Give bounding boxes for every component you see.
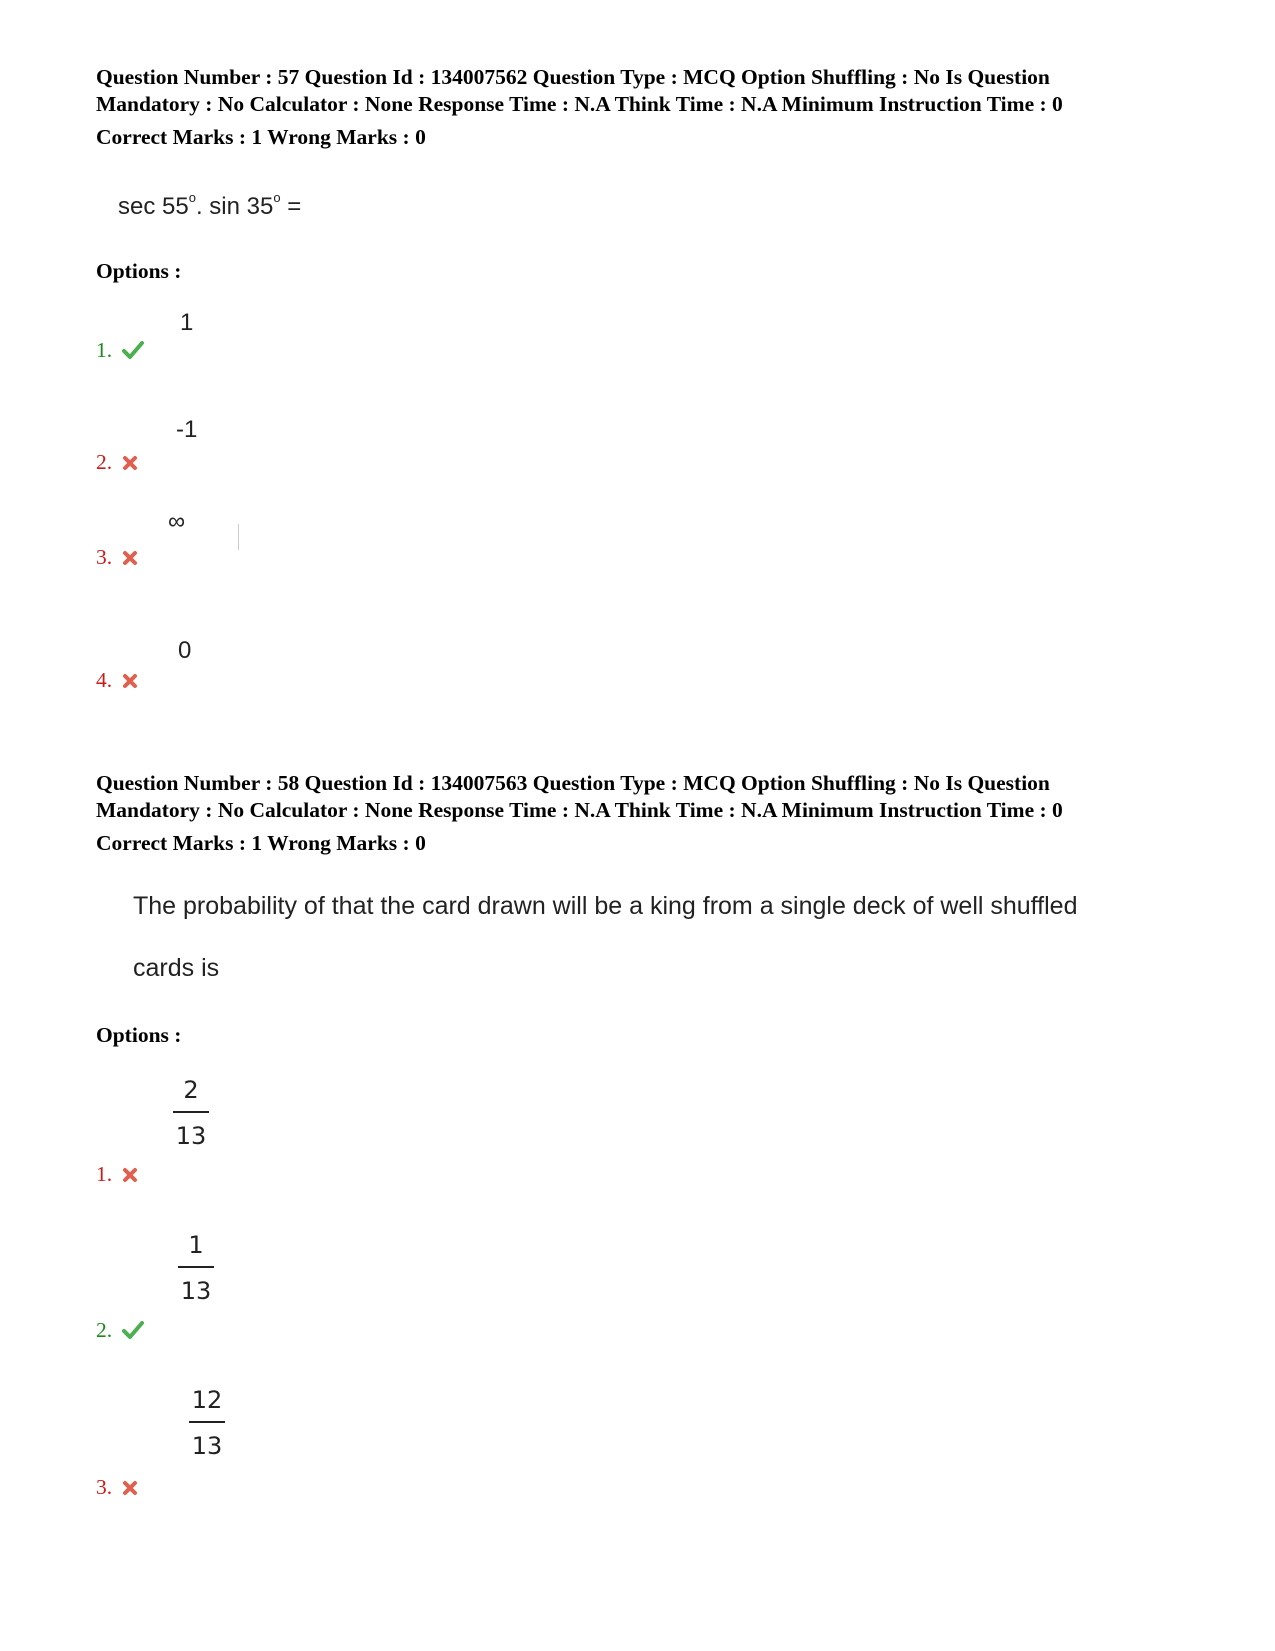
q57-meta-line1: Question Number : 57 Question Id : 134007562 Question Type : MCQ Option Shuffling : No Is Question <box>96 65 1050 89</box>
q57-option-4 <box>96 668 138 694</box>
q57-meta <box>96 64 1196 118</box>
fraction-bar <box>189 1421 225 1423</box>
text-cursor-mark <box>238 524 239 550</box>
q57-option-4-value: 0 <box>178 637 192 664</box>
q57-option-1 <box>96 338 144 364</box>
q58-option-2-fraction <box>178 1230 214 1306</box>
q58-option-3 <box>96 1475 138 1501</box>
q58-marks: Correct Marks : 1 Wrong Marks : 0 <box>96 831 426 855</box>
q58-option-3-number: 3. <box>96 1475 113 1499</box>
q57-question-text <box>118 190 302 221</box>
cross-icon <box>122 1477 138 1501</box>
q58-option-3-numerator: 12 <box>191 1386 223 1414</box>
q57-question-part1: sec 55 <box>118 193 189 220</box>
q58-option-3-denominator: 13 <box>191 1432 223 1460</box>
q57-option-3-value: ∞ <box>168 508 186 535</box>
q58-option-1-fraction <box>173 1075 209 1151</box>
q57-option-3 <box>96 545 138 571</box>
q58-meta-line1: Question Number : 58 Question Id : 134007563 Question Type : MCQ Option Shuffling : No Is Question <box>96 771 1050 795</box>
q57-option-2-number: 2. <box>96 450 113 474</box>
q57-option-1-number: 1. <box>96 338 113 362</box>
q57-question-part3: = <box>280 193 302 220</box>
q58-meta <box>96 770 1196 824</box>
q58-question-line1: The probability of that the card drawn will be a king from a single deck of well shuffled <box>133 892 1078 920</box>
q58-meta-line2: Mandatory : No Calculator : None Response Time : N.A Think Time : N.A Minimum Instruction Time : 0 <box>96 798 1063 822</box>
q57-option-4-number: 4. <box>96 668 113 692</box>
q58-option-2 <box>96 1318 144 1344</box>
check-icon <box>122 1320 144 1344</box>
q57-degree-1: o <box>188 190 196 205</box>
fraction-bar <box>173 1111 209 1113</box>
cross-icon <box>122 452 138 476</box>
q57-question-part2: . sin 35 <box>195 193 274 220</box>
q57-option-2-value: -1 <box>176 416 198 443</box>
q57-option-2 <box>96 450 138 476</box>
q57-marks: Correct Marks : 1 Wrong Marks : 0 <box>96 125 426 149</box>
q58-options-label: Options : <box>96 1023 182 1047</box>
q58-option-1-number: 1. <box>96 1162 113 1186</box>
q58-option-3-fraction <box>189 1385 225 1461</box>
q57-option-3-number: 3. <box>96 545 113 569</box>
q58-option-2-denominator: 13 <box>180 1277 212 1305</box>
q58-option-1 <box>96 1162 138 1188</box>
cross-icon <box>122 547 138 571</box>
fraction-bar <box>178 1266 214 1268</box>
q58-option-2-number: 2. <box>96 1318 113 1342</box>
cross-icon <box>122 1164 138 1188</box>
q57-options-label: Options : <box>96 259 182 283</box>
q57-option-1-value: 1 <box>180 309 194 336</box>
cross-icon <box>122 670 138 694</box>
q58-option-1-numerator: 2 <box>183 1076 199 1104</box>
q57-degree-2: o <box>273 190 281 205</box>
q58-option-2-numerator: 1 <box>188 1231 204 1259</box>
check-icon <box>122 340 144 364</box>
q58-option-1-denominator: 13 <box>175 1122 207 1150</box>
q57-meta-line2: Mandatory : No Calculator : None Response Time : N.A Think Time : N.A Minimum Instruction Time : 0 <box>96 92 1063 116</box>
q58-question-line2: cards is <box>133 954 220 982</box>
